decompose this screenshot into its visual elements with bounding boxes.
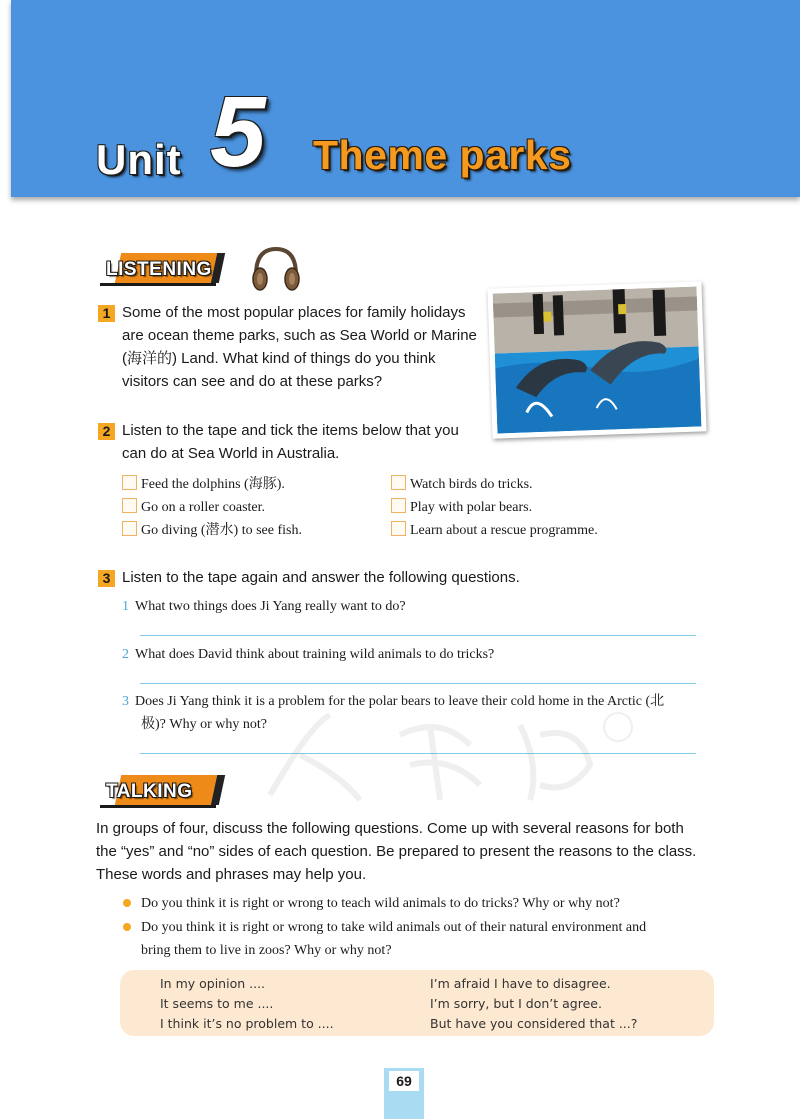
discussion-text: bring them to live in zoos? Why or why not?: [141, 943, 392, 958]
question-1-number: 1: [98, 305, 115, 322]
watermark: [240, 705, 640, 805]
checkbox-icon[interactable]: [391, 475, 406, 490]
q1-line: (海洋的) Land. What kind of things do you think: [122, 350, 436, 367]
bullet-dot-icon: [123, 899, 131, 907]
question-3-number: 3: [98, 570, 115, 587]
phrase: It seems to me ....: [160, 996, 274, 1011]
talking-tag-label: TALKING: [106, 781, 193, 802]
q1-line: Some of the most popular places for family holidays: [122, 304, 466, 321]
phrase: I’m sorry, but I don’t agree.: [430, 996, 602, 1011]
checkbox-icon[interactable]: [122, 475, 137, 490]
option-watch-birds[interactable]: [391, 475, 533, 493]
talking-line: In groups of four, discuss the following questions. Come up with several reasons for both: [96, 820, 684, 837]
answer-line[interactable]: [140, 635, 696, 636]
sub-question-number: 1: [122, 599, 129, 614]
unit-number: 5: [210, 76, 266, 188]
phrase: I’m afraid I have to disagree.: [430, 976, 611, 991]
talking-line: the “yes” and “no” sides of each question. Be prepared to present the reasons to the class.: [96, 843, 697, 860]
checkbox-icon[interactable]: [122, 521, 137, 536]
page-number: 69: [389, 1071, 419, 1091]
dolphin-show-photo: [487, 281, 706, 438]
phrase: I think it’s no problem to ....: [160, 1016, 334, 1031]
answer-line[interactable]: [140, 683, 696, 684]
listening-tag: [100, 253, 222, 287]
talking-line: These words and phrases may help you.: [96, 866, 367, 883]
question-2-number: 2: [98, 423, 115, 440]
question-3-intro: Listen to the tape again and answer the following questions.: [122, 569, 520, 586]
sub-question-text: What does David think about training wild animals to do tricks?: [135, 647, 495, 662]
listening-tag-label: LISTENING: [106, 259, 212, 280]
q2-line: Listen to the tape and tick the items below that you: [122, 422, 459, 439]
option-label: Watch birds do tricks.: [410, 477, 533, 492]
option-go-diving[interactable]: [122, 521, 302, 539]
option-feed-dolphins[interactable]: [122, 475, 285, 493]
q1-line: are ocean theme parks, such as Sea World or Marine: [122, 327, 477, 344]
discussion-question-2: [141, 916, 731, 962]
checkbox-icon[interactable]: [391, 498, 406, 513]
question-2-text: [122, 419, 482, 465]
discussion-text: Do you think it is right or wrong to take wild animals out of their natural environment and: [141, 920, 647, 935]
option-label: Learn about a rescue programme.: [410, 523, 598, 538]
bullet-dot-icon: [123, 923, 131, 931]
option-label: Go diving (潜水) to see fish.: [141, 523, 302, 538]
q1-line: visitors can see and do at these parks?: [122, 373, 383, 390]
headphones-icon: [248, 245, 303, 293]
phrase: But have you considered that ...?: [430, 1016, 638, 1031]
discussion-text: Do you think it is right or wrong to teach wild animals to do tricks? Why or why not?: [141, 896, 620, 911]
checkbox-icon[interactable]: [391, 521, 406, 536]
discussion-question-1: [141, 892, 731, 915]
option-roller-coaster[interactable]: [122, 498, 265, 516]
option-polar-bears[interactable]: [391, 498, 532, 516]
sub-question-1: [122, 595, 712, 618]
unit-label: Unit: [96, 136, 182, 183]
sub-question-number: 2: [122, 647, 129, 662]
sub-question-text: Does Ji Yang think it is a problem for the polar bears to leave their cold home in the Arctic (北: [135, 694, 665, 709]
talking-tag: [100, 775, 222, 809]
question-1-text: [122, 301, 482, 393]
talking-instructions: [96, 817, 736, 886]
sub-question-number: 3: [122, 694, 129, 709]
option-rescue-programme[interactable]: [391, 521, 598, 539]
sub-question-2: [122, 643, 712, 666]
q2-line: can do at Sea World in Australia.: [122, 445, 340, 462]
sub-question-text: What two things does Ji Yang really want to do?: [135, 599, 406, 614]
sub-question-text: 极)? Why or why not?: [141, 717, 267, 732]
option-label: Play with polar bears.: [410, 500, 533, 515]
option-label: Feed the dolphins (海豚).: [141, 477, 285, 492]
phrase: In my opinion ....: [160, 976, 266, 991]
unit-title: Theme parks: [313, 132, 572, 178]
option-label: Go on a roller coaster.: [141, 500, 266, 515]
checkbox-icon[interactable]: [122, 498, 137, 513]
